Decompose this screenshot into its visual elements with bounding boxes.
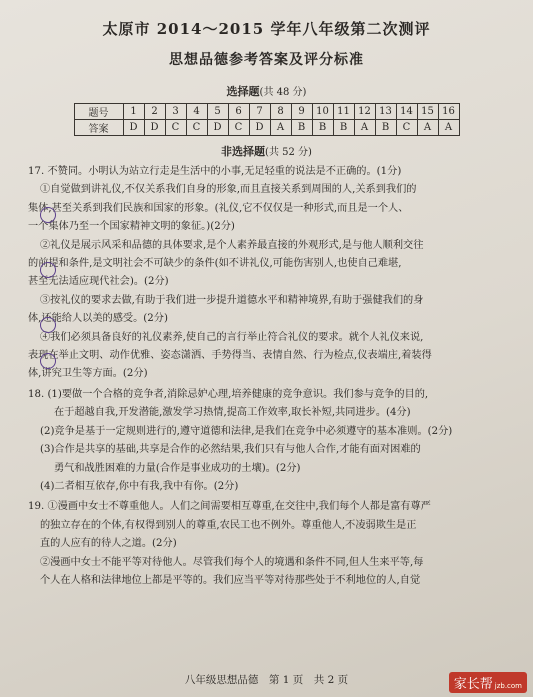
q18-line: (4)二者相互依存,你中有我,我中有你。(2分) [40,480,239,492]
answer-cell: C [228,120,249,136]
q17-line: 17. 不赞同。小明认为站立行走是生活中的小事,无足轻重的说法是不正确的。(1分) [28,166,402,177]
question-number-cell: 9 [291,104,312,120]
question-number-cell: 6 [228,104,249,120]
question-18 [28,386,505,496]
q18-line: 在于超越自我,开发潜能,激发学习热情,提高工作效率,取长补短,共同进步。(4分) [54,407,411,419]
question-number-cell: 13 [375,104,396,120]
question-19 [28,498,505,590]
row-label-question-number: 题号 [74,104,123,120]
q19-line: 个人在人格和法律地位上都是平等的。我们应当平等对待那些处于不利地位的人,自觉 [40,574,421,586]
nonchoice-score: (共 52 分) [265,147,312,158]
q17-line: 甚至无法适应现代社会)。(2分) [28,276,169,288]
question-number-cell: 16 [438,104,459,120]
q17-line: 表现在举止文明、动作优雅、姿态潇洒、手势得当、表情自然、行为检点,仪表端庄,着装得 [28,350,432,362]
answer-cell: D [144,120,165,136]
handwritten-circle-mark [40,317,56,333]
question-number-cell: 14 [396,104,417,120]
choice-section-heading [28,83,505,99]
question-number-cell: 1 [123,104,144,120]
nonchoice-section-heading [28,143,505,159]
question-number-cell: 2 [144,104,165,120]
q19-line: 的独立存在的个体,有权得到别人的尊重,农民工也不例外。尊重他人,不凌弱欺生是正 [40,519,417,531]
q17-line: ④我们必须具备良好的礼仪素养,使自己的言行举止符合礼仪的要求。就个人礼仪来说, [40,331,424,343]
question-number-cell: 12 [354,104,375,120]
answer-cell: A [354,120,375,136]
q18-line: 18. (1)要做一个合格的竞争者,消除忌妒心理,培养健康的竞争意识。我们参与竞争的目的, [28,388,429,400]
handwritten-circle-mark [40,207,56,223]
answer-row [74,120,459,136]
handwritten-circle-mark [40,353,56,369]
question-number-cell: 15 [417,104,438,120]
q17-line: 一个集体乃至一个国家精神文明的象征。)(2分) [28,221,235,233]
choice-heading: 选择题 [226,85,260,98]
nonchoice-heading: 非选择题 [221,145,266,158]
answer-cell: B [312,120,333,136]
answer-cell: D [123,120,144,136]
question-number-cell: 8 [270,104,291,120]
answer-cell: B [333,120,354,136]
q17-line: 体,还能给人以美的感受。(2分) [28,313,168,325]
answer-cell: B [375,120,396,136]
q18-line: 勇气和战胜困难的力量(合作是事业成功的土壤)。(2分) [54,462,301,474]
answer-cell: A [417,120,438,136]
answer-cell: B [291,120,312,136]
answer-cell: A [270,120,291,136]
brand-watermark [449,672,527,693]
q17-line: ①自觉做到讲礼仪,不仅关系我们自身的形象,而且直接关系到周围的人,关系到我们的 [40,184,417,196]
q17-line: 的前提和条件,是文明社会不可缺少的条件(如不讲礼仪,可能伤害别人,也使自己难堪, [28,258,402,270]
q18-line: (2)竞争是基于一定规则进行的,遵守道德和法律,是我们在竞争中必须遵守的基本准则。(2分) [40,425,453,437]
question-number-cell: 11 [333,104,354,120]
question-number-cell: 7 [249,104,270,120]
answer-cell: A [438,120,459,136]
page-footer: 八年级思想品德 第 1 页 共 2 页 [184,674,349,686]
q17-line: 体,讲究卫生等方面。(2分) [28,368,148,380]
question-number-row [74,104,459,120]
row-label-answer: 答案 [74,120,123,136]
q17-line: ②礼仪是展示风采和品德的具体要求,是个人素养最直接的外观形式,是与他人顺利交往 [40,239,424,251]
q17-line: ③按礼仪的要求去做,有助于我们进一步提升道德水平和精神境界,有助于强健我们的身 [40,294,424,306]
answer-cell: D [207,120,228,136]
question-number-cell: 4 [186,104,207,120]
brand-url: jzb.com [494,682,522,690]
page-subtitle: 思想品德参考答案及评分标准 [169,52,364,68]
answer-cell: D [249,120,270,136]
q17-line: 集体,甚至关系到我们民族和国家的形象。(礼仪,它不仅仅是一种形式,而且是一个人、 [28,202,409,214]
question-number-cell: 10 [312,104,333,120]
page-title: 太原市 2014～2015 学年八年级第二次测评 [102,20,431,38]
answer-cell: C [396,120,417,136]
answer-table [74,103,460,136]
q19-line: 19. ①漫画中女士不尊重他人。人们之间需要相互尊重,在交往中,我们每个人都是富有尊严 [28,501,431,513]
answer-cell: C [165,120,186,136]
q19-line: ②漫画中女士不能平等对待他人。尽管我们每个人的境遇和条件不同,但人生来平等,每 [40,556,424,568]
handwritten-circle-mark [40,262,56,278]
question-17 [28,163,505,384]
question-number-cell: 3 [165,104,186,120]
q19-line: 直的人应有的待人之道。(2分) [40,538,177,550]
q18-line: (3)合作是共享的基础,共享是合作的必然结果,我们只有与他人合作,才能有面对困难的 [40,444,421,456]
answer-cell: C [186,120,207,136]
question-number-cell: 5 [207,104,228,120]
choice-score: (共 48 分) [259,87,307,98]
brand-name: 家长帮 [453,677,493,692]
